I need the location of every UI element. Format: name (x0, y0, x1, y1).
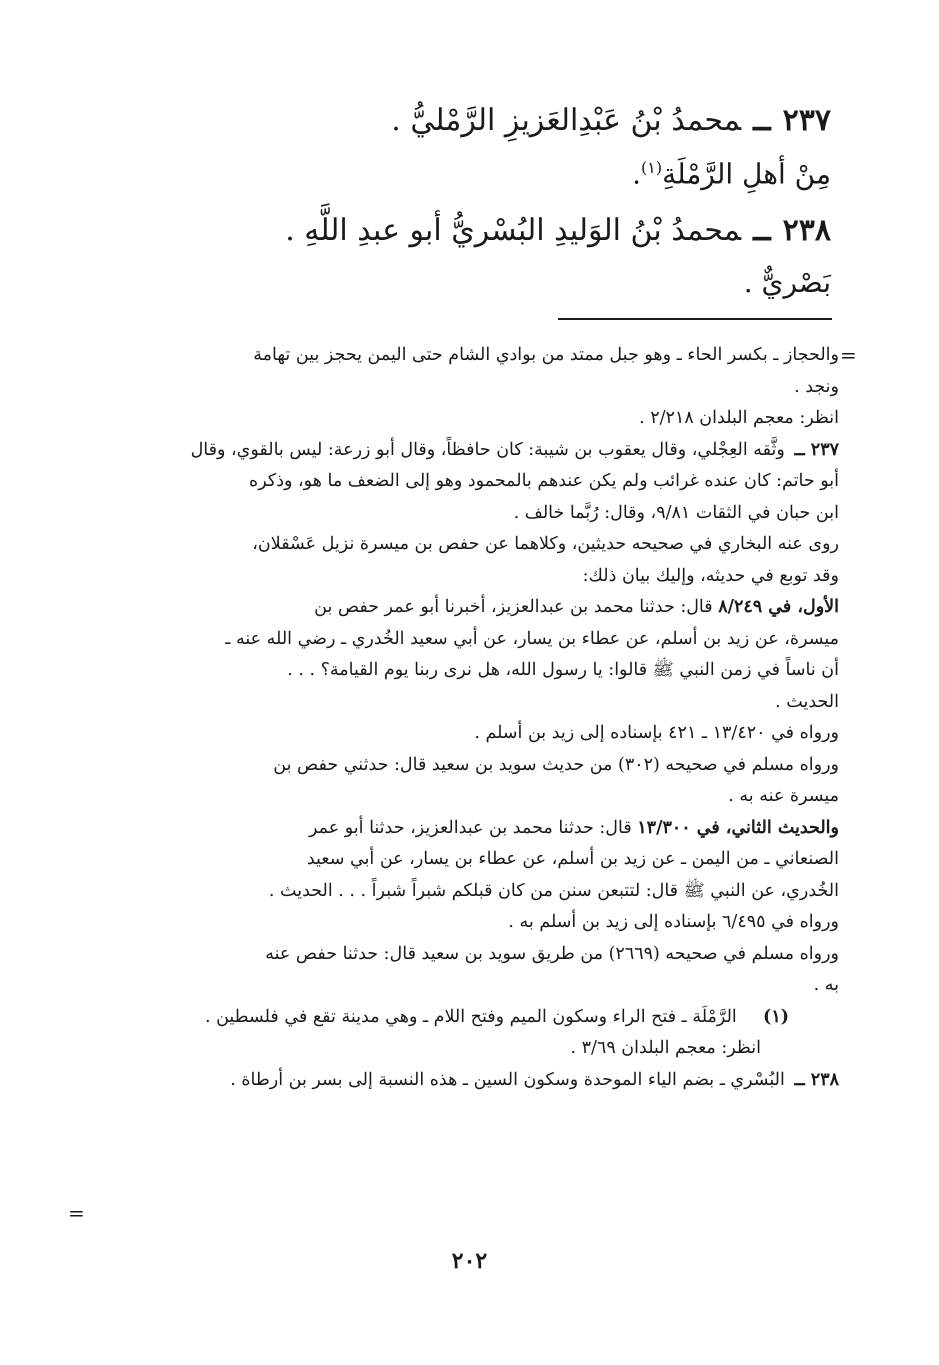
entry-238-heading (111, 208, 831, 254)
note-text: قال: حدثنا محمد بن عبدالعزيز، أخبرنا أبو عمر حفص بن (314, 597, 719, 617)
note-text: وثَّقه العِجْلي، وقال يعقوب بن شيبة: كان حافظاً، وقال أبو زرعة: ليس بالقوي، وقال (190, 439, 785, 460)
entry-237-origin (632, 145, 831, 197)
note-line: ورواه مسلم في صحيحه (٣٠٢) من حديث سويد بن سعيد قال: حدثني حفص بن (273, 754, 839, 775)
entry-origin-text: بَصْريٌّ . (743, 266, 831, 299)
note-line: وقد توبع في حديثه، وإليك بيان ذلك: (582, 565, 839, 586)
continuation-marker-top: = (840, 343, 857, 367)
note-line (99, 1002, 839, 1034)
note-line (99, 592, 839, 624)
note-line: الحديث . (775, 691, 839, 712)
note-line: روى عنه البخاري في صحيحه حديثين، وكلاهما عن حفص بن ميسرة نزيل عَسْقلان، (252, 534, 839, 554)
note-line: ورواه في ٦/٤٩٥ بإسناده إلى زيد بن أسلم به . (508, 912, 839, 932)
note-line (99, 1065, 839, 1097)
continuation-marker-bottom: = (68, 1201, 85, 1225)
note-text: البُسْري ـ بضم الياء الموحدة وسكون السين ـ هذه النسبة إلى بسر بن أرطاة . (230, 1069, 785, 1090)
note-line: أن ناساً في زمن النبي ﷺ قالوا: يا رسول الله، هل نرى ربنا يوم القيامة؟ . . . (287, 660, 839, 680)
footnote-number: (١) (763, 1006, 789, 1027)
footnote-1 (99, 1002, 839, 1065)
note-line: الخُدري، عن النبي ﷺ قال: لتتبعن سنن من كان قبلكم شبراً شبراً . . . الحديث . (268, 880, 839, 901)
note-text: الرَّمْلَة ـ فتح الراء وسكون الميم وفتح اللام ـ وهي مدينة تقع في فلسطين . (204, 1006, 737, 1027)
note-line: ابن حبان في الثقات ٩/٨١، وقال: رُبَّما خالف . (513, 502, 839, 523)
note-line: به . (813, 975, 839, 995)
note-line: الصنعاني ـ من اليمن ـ عن زيد بن أسلم، عن عطاء بن يسار، عن أبي سعيد (306, 849, 839, 869)
note-line (99, 813, 839, 845)
note-line: ونجد . (794, 376, 839, 397)
note-line: ميسرة عنه به . (728, 786, 839, 806)
note-line (99, 435, 839, 467)
note-line: والحجاز ـ بكسر الحاء ـ وهو جبل ممتد من بوادي الشام حتى اليمن يحجز بين تهامة (253, 345, 839, 365)
entry-number: ٢٣٧ (782, 103, 831, 138)
page-number: ٢٠٢ (451, 1248, 488, 1274)
entry-title: محمدُ بْنُ عَبْدِالعَزيزِ الرَّمْليُّ . (391, 103, 742, 138)
note-line: ورواه مسلم في صحيحه (٢٦٦٩) من طريق سويد بن سعيد قال: حدثنا حفص عنه (265, 943, 839, 964)
entry-title: محمدُ بْنُ الوَليدِ البُسْريُّ أبو عبدِ اللَّهِ . (285, 213, 742, 248)
note-text: قال: حدثنا محمد بن عبدالعزيز، حدثنا أبو عمر (308, 817, 638, 838)
note-line: ورواه في ١٣/٤٢٠ ـ ٤٢١ بإسناده إلى زيد بن أسلم . (474, 723, 839, 743)
entry-dash: ــ (753, 213, 771, 248)
first-hadith-label: الأول، في ٨/٢٤٩ (718, 597, 839, 617)
entry-origin-text: مِنْ أهلِ الرَّمْلَةِ (662, 157, 831, 191)
note-continued (99, 340, 839, 435)
note-number: ٢٣٨ ــ (794, 1069, 839, 1090)
second-hadith-label: والحديث الثاني، في ١٣/٣٠٠ (637, 817, 839, 838)
note-238 (99, 1065, 839, 1097)
note-number: ٢٣٧ ــ (794, 439, 839, 460)
note-line: انظر: معجم البلدان ٢/٢١٨ . (639, 408, 839, 428)
note-237 (99, 435, 839, 1002)
entry-237-heading (111, 98, 831, 144)
note-line: ميسرة، عن زيد بن أسلم، عن عطاء بن يسار، عن أبي سعيد الخُدري ـ رضي الله عنه ـ (225, 628, 839, 649)
note-line: انظر: معجم البلدان ٣/٦٩ . (570, 1038, 761, 1058)
entry-number: ٢٣٨ (782, 213, 831, 248)
footnote-separator (558, 318, 832, 320)
entry-238-origin (744, 260, 831, 306)
footnote-ref: (١) (641, 158, 663, 177)
footnotes (99, 340, 839, 1096)
entry-origin-end: . (632, 157, 641, 191)
note-line: أبو حاتم: كان عنده غرائب ولم يكن عندهم بالمحمود وهو إلى الضعف ما هو، وذكره (249, 471, 839, 491)
entry-dash: ــ (753, 103, 771, 138)
